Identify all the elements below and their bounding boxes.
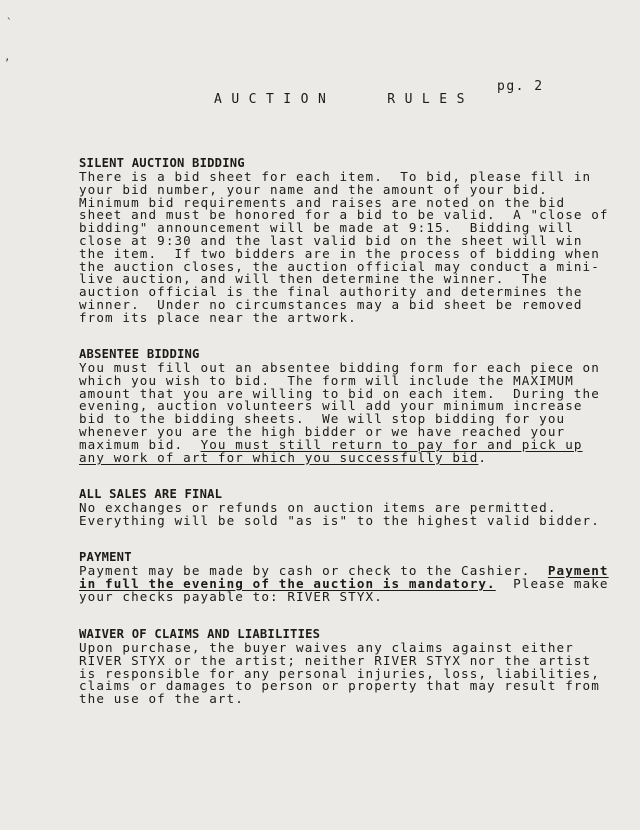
body-line: Minimum bid requirements and raises are noted on the bid	[79, 194, 566, 210]
body-line: RIVER STYX or the artist; neither RIVER STYX nor the artist	[79, 652, 592, 668]
body-line: the auction closes, the auction official may conduct a mini-	[79, 258, 600, 274]
body-line: your bid number, your name and the amount of your bid.	[79, 181, 548, 197]
body-line: claims or damages to person or property that may result from	[79, 678, 600, 694]
section-heading: PAYMENT	[79, 550, 132, 564]
section-waiver	[79, 626, 600, 707]
body-line: evening, auction volunteers will add your minimum increase	[79, 398, 583, 414]
body-line: bidding" announcement will be made at 9:15. Bidding will	[79, 220, 574, 236]
document-title: AUCTION RULES	[214, 92, 474, 107]
body-line: bid to the bidding sheets. We will stop bidding for you	[79, 411, 566, 427]
bold-underlined-text: in full the evening of the auction is mandatory.	[79, 575, 496, 591]
section-payment	[79, 549, 609, 604]
section-heading: WAIVER OF CLAIMS AND LIABILITIES	[79, 627, 321, 641]
underlined-text: You must still return to pay for and pick up	[200, 436, 583, 452]
body-line: the item. If two bidders are in the process of bidding when	[79, 245, 600, 261]
body-line: amount that you are willing to bid on each item. During the	[79, 385, 600, 401]
body-line: the use of the art.	[79, 691, 244, 707]
body-text: maximum bid.	[79, 436, 201, 452]
scan-mark: ,	[4, 50, 11, 63]
body-line: No exchanges or refunds on auction items are permitted.	[79, 500, 557, 515]
body-line: sheet and must be honored for a bid to be valid. A "close of	[79, 207, 609, 223]
body-text: Payment may be made by cash or check to the Cashier.	[79, 563, 548, 578]
body-text: Please make	[495, 575, 609, 591]
bold-underlined-text: Payment	[547, 563, 609, 578]
scan-mark: `	[6, 16, 13, 29]
body-line: live auction, and will then determine the winner. The	[79, 271, 548, 287]
section-heading: ABSENTEE BIDDING	[79, 347, 200, 361]
body-line: close at 9:30 and the last valid bid on the sheet will win	[79, 232, 583, 248]
body-line: which you wish to bid. The form will include the MAXIMUM	[79, 372, 574, 388]
body-text: .	[478, 449, 488, 465]
section-silent-auction	[79, 155, 609, 325]
underlined-text: any work of art for which you successfully bid	[79, 449, 479, 465]
body-line: is responsible for any personal injuries, loss, liabilities,	[79, 665, 600, 681]
section-all-sales-final	[79, 486, 600, 528]
body-line: Everything will be sold "as is" to the highest valid bidder.	[79, 512, 600, 528]
body-line: your checks payable to: RIVER STYX.	[79, 588, 383, 604]
body-line: Upon purchase, the buyer waives any claims against either	[79, 640, 574, 655]
section-heading: ALL SALES ARE FINAL	[79, 487, 223, 501]
section-heading: SILENT AUCTION BIDDING	[79, 156, 245, 170]
body-line: winner. Under no circumstances may a bid sheet be removed	[79, 296, 583, 312]
page-number: pg. 2	[497, 79, 544, 94]
section-absentee-bidding	[79, 346, 600, 465]
body-line: auction official is the final authority and determines the	[79, 284, 583, 300]
body-line	[79, 449, 569, 465]
body-line: You must fill out an absentee bidding form for each piece on	[79, 360, 600, 375]
body-line: There is a bid sheet for each item. To bid, please fill in	[79, 169, 592, 184]
body-line: whenever you are the high bidder or we have reached your	[79, 423, 566, 439]
body-line: from its place near the artwork.	[79, 309, 357, 325]
